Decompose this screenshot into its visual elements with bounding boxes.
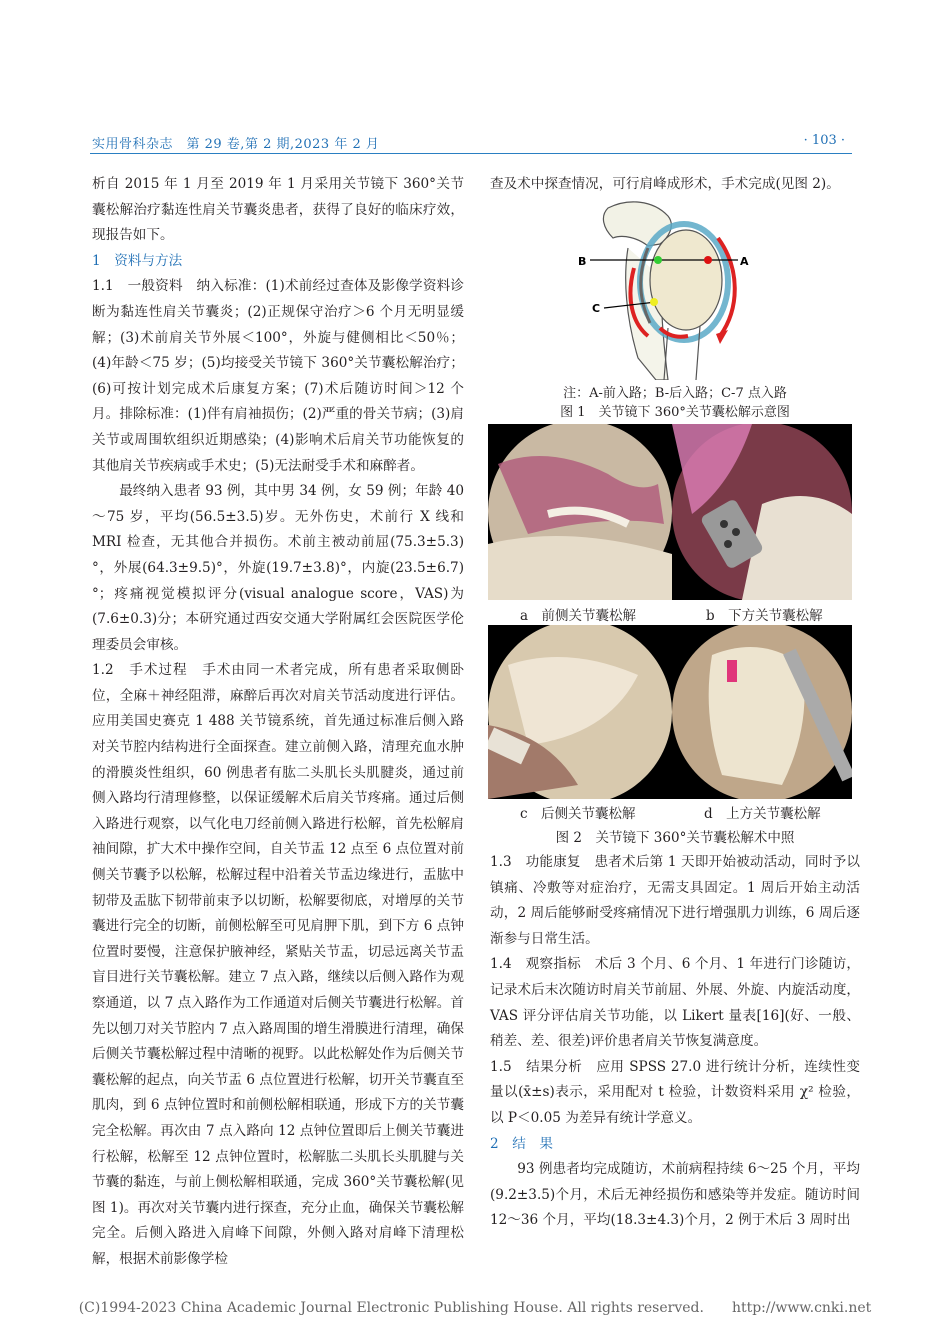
- section-2-heading: 2 结 果: [490, 1135, 554, 1152]
- paragraph-indicators: 1.4 观察指标 术后 3 个月、6 个月、1 年进行门诊随访，记录术后末次随访时肩关节前屈、外展、外旋、内旋活动度，VAS 评分评估肩关节功能，以 Likert 量表[16](好、一般、稍差、差、很差)评价患者肩关节恢复满意度。: [490, 956, 860, 1050]
- photo-d-graphic: [672, 625, 852, 799]
- subcaption-c: c 后侧关节囊松解: [520, 806, 636, 822]
- humeral-head: [650, 230, 722, 330]
- paragraph-surgery: 1.2 手术过程 手术由同一术者完成，所有患者采取侧卧位，全麻＋神经阻滞，麻醉后再次对肩关节活动度进行评估。应用美国史赛克 1 488 关节镜系统，首先通过标准后侧入路对关节腔内结构进行全面探查。建立前侧入路，清理充血水肿的滑膜炎性组织，60 例患者有肱二头肌长头肌腱炎，通过前侧入路均行清理修整，以保证缓解术后肩关节疼痛。通过后侧入路进行观察，以气化电刀经前侧入路进行松解，首先松解肩袖间隙，扩大术中操作空间，自关节盂 12 点至 6 点位置对前侧关节囊予以松解，松解过程中沿着关节盂边缘进行，盂肱中韧带及盂肱下韧带前束予以切断，松解要彻底，对增厚的关节囊进行完全的切断，前侧松解至可见肩胛下肌，到下方 6 点钟位置时要慢，注意保护腋神经，紧贴关节盂，切忌远离关节盂盲目进行关节囊松解。建立 7 点入路，继续以后侧入路作为观察通道，以 7 点入路作为工作通道对后侧关节囊进行松解。首先以刨刀对关节腔内 7 点入路周围的增生滑膜进行清理，确保后侧关节囊松解过程中清晰的视野。以此松解处作为后侧关节囊松解的起点，向关节盂 6 点位置进行松解，切开关节囊直至肌肉，到 6 点钟位置时和前侧松解相联通，形成下方的关节囊完全松解。再次由 7 点入路向 12 点钟位置即后上侧关节囊进行松解，松解至 12 点钟位置时，松解肱二头肌长头肌腱与关节囊的黏连，与前上侧松解相联通，完成 360°关节囊松解(见图 1)。再次对关节囊内进行探查，充分止血，确保关节囊松解完全。后侧入路进入肩峰下间隙，外侧入路对肩峰下清理松解，根据术前影像学检: [92, 662, 464, 1267]
- portal-c-marker: [650, 298, 658, 306]
- page-number: · 103 ·: [803, 133, 845, 148]
- subcaption-d: d 上方关节囊松解: [704, 806, 821, 822]
- photo-d-superior-release: [672, 625, 852, 799]
- photo-a-anterior-release: [488, 424, 672, 600]
- photo-a-graphic: [488, 424, 672, 600]
- surgery-continued: 查及术中探查情况，可行肩峰成形术，手术完成(见图 2)。: [490, 176, 840, 192]
- paragraph-patients: 最终纳入患者 93 例，其中男 34 例，女 59 例；年龄 40～75 岁，平均(56.5±3.5)岁。无外伤史，术前行 X 线和 MRI 检查，无其他合并损伤。术前主被动前屈(75.3±5.3)°，外展(64.3±9.5)°，外旋(19.7±3.8)°，内旋(23.5±6.7)°；疼痛视觉模拟评分(visual analogue score，VAS)为(7.6±0.3)分；本研究通过西安交通大学附属红会医院医学伦理委员会审核。: [92, 483, 464, 653]
- intro-continued: 析自 2015 年 1 月至 2019 年 1 月采用关节镜下 360°关节囊松解治疗黏连性肩关节囊炎患者，获得了良好的临床疗效，现报告如下。: [92, 176, 464, 244]
- section-1-heading: 1 资料与方法: [92, 252, 183, 269]
- subcaption-a: a 前侧关节囊松解: [520, 608, 637, 624]
- paragraph-statistics: 1.5 结果分析 应用 SPSS 27.0 进行统计分析，连续性变量以(x̄±s)表示，采用配对 t 检验，计数资料采用 χ² 检验，以 P＜0.05 为差异有统计学意义。: [490, 1058, 860, 1126]
- portal-b-marker: [654, 256, 662, 264]
- subcaption-b: b 下方关节囊松解: [706, 608, 823, 624]
- label-b: B: [578, 255, 587, 268]
- photo-b-inferior-release: [672, 424, 852, 600]
- figure-1-note: 注：A-前入路；B-后入路；C-7 点入路: [563, 386, 787, 401]
- paragraph-results: 93 例患者均完成随访，术前病程持续 6～25 个月，平均(9.2±3.5)个月，术后无神经损伤和感染等并发症。随访时间 12～36 个月，平均(18.3±4.3)个月，2 例于术后 3 周时出: [490, 1161, 860, 1229]
- figure-1-caption: 图 1 关节镜下 360°关节囊松解示意图: [560, 405, 790, 420]
- figure-2-caption: 图 2 关节镜下 360°关节囊松解术中照: [555, 830, 795, 846]
- right-column-bottom: [490, 850, 860, 1234]
- portal-a-marker: [704, 256, 712, 264]
- photo-c-posterior-release: [488, 625, 672, 799]
- photo-b-graphic: [672, 424, 852, 600]
- journal-header: 实用骨科杂志 第 29 卷,第 2 期,2023 年 2 月: [92, 137, 380, 152]
- arrowhead-icon: [716, 330, 728, 344]
- photo-c-graphic: [488, 625, 672, 799]
- paragraph-rehab: 1.3 功能康复 患者术后第 1 天即开始被动活动，同时予以镇痛、冷敷等对症治疗，无需支具固定。1 周后开始主动活动，2 周后能够耐受疼痛情况下进行增强肌力训练，6 周后逐渐参与日常生活。: [490, 854, 860, 947]
- left-column: [92, 172, 464, 1273]
- acromion: [603, 202, 671, 246]
- paragraph-general-data: 1.1 一般资料 纳入标准：(1)术前经过查体及影像学资料诊断为黏连性肩关节囊炎；(2)正规保守治疗＞6 个月无明显缓解；(3)术前肩关节外展＜100°，外旋与健侧相比＜50％；(4)年龄＜75 岁；(5)均接受关节镜下 360°关节囊松解治疗；(6)可按计划完成术后康复方案；(7)术后随访时间＞12 个月。排除标准：(1)伴有肩袖损伤；(2)严重的骨关节病；(3)肩关节或周围软组织近期感染；(4)影响术后肩关节功能恢复的其他肩关节疾病或手术史；(5)无法耐受手术和麻醉者。: [92, 278, 464, 474]
- copyright-footer: (C)1994-2023 China Academic Journal Electronic Publishing House. All rights reserved. http://www.cnki.net: [78, 1300, 872, 1316]
- label-a: A: [740, 255, 749, 268]
- label-c: C: [592, 302, 601, 315]
- right-column-top: [490, 172, 860, 198]
- header-rule: [90, 153, 852, 154]
- figure-1-shoulder-diagram: [568, 198, 768, 380]
